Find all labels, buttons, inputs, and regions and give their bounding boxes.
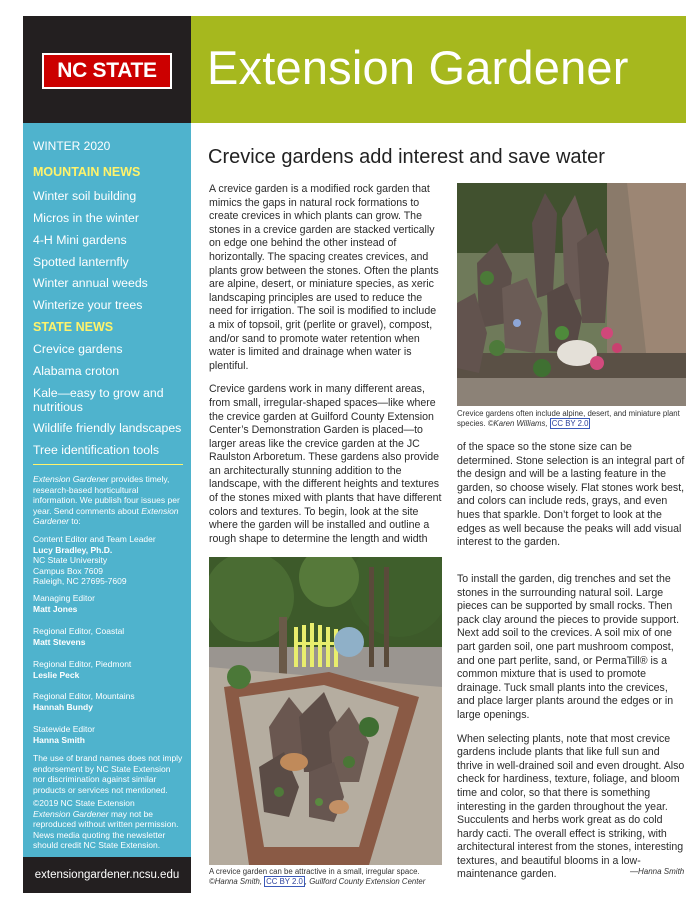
website-url: extensiongardener.ncsu.edu (34, 869, 180, 881)
sidebar-item-lanternfly[interactable]: Spotted lanternfly (33, 255, 129, 269)
nc-state-logo[interactable] (42, 53, 172, 89)
paragraph: Crevice gardens work in many different areas, from small, irregular-shaped spaces—like where the crevice garden at Guilford County Extension Center’s Demonstration Garden is placed—to larger areas like the crevice garden at the JC Raulston Arboretum. These gardens also provide an architecturally stunning addition to the landscape, with the different heights and textures of the stones mixed with plants that have different colors and textures. To begin, look at the site where the garden will be installed and outline a rough shape to determine the length and width (209, 383, 442, 545)
sidebar-divider (33, 464, 183, 465)
sidebar-item-tree-id[interactable]: Tree identification tools (33, 443, 159, 457)
sidebar-item-winter-soil[interactable]: Winter soil building (33, 189, 137, 203)
masthead (191, 16, 686, 123)
website-link[interactable] (23, 857, 191, 893)
issue-label: WINTER 2020 (33, 139, 111, 153)
editor-mountains: Regional Editor, Mountains Hannah Bundy (33, 691, 135, 712)
sidebar-item-4h-gardens[interactable]: 4-H Mini gardens (33, 233, 127, 247)
license-link[interactable]: CC BY 2.0 (551, 419, 589, 428)
editor-piedmont: Regional Editor, Piedmont Leslie Peck (33, 659, 132, 680)
state-news-heading: STATE NEWS (33, 320, 114, 334)
article-column-2-top (457, 441, 686, 560)
sidebar-item-wildlife[interactable]: Wildlife friendly landscapes (33, 421, 182, 435)
sidebar-item-micros[interactable]: Micros in the winter (33, 211, 139, 225)
editor-content: Content Editor and Team Leader Lucy Bradley, Ph.D. NC State University Campus Box 7609 Raleigh, NC 27695-7609 (33, 534, 156, 586)
sidebar-item-alabama-croton[interactable]: Alabama croton (33, 364, 120, 378)
paragraph: of the space so the stone size can be determined. Stone selection is an integral part of the design and will be a lasting feature in the garden, so choose wisely. Flat stones work best, and colors can include reds, grays, and even hues that sparkle. Don’t forget to look at the edges as well because the peaks will add visual interest to the garden. (457, 441, 685, 549)
crevice-garden-photo-1 (457, 183, 686, 406)
publication-title: Extension Gardener (207, 41, 629, 94)
editor-coastal: Regional Editor, Coastal Matt Stevens (33, 626, 125, 647)
license-link[interactable]: CC BY 2.0 (266, 877, 303, 886)
sidebar-item-crevice-gardens[interactable]: Crevice gardens (33, 342, 123, 356)
article-author: —Hanna Smith (630, 867, 685, 876)
article-column-2 (457, 573, 686, 892)
sidebar-item-winterize-trees[interactable]: Winterize your trees (33, 298, 143, 312)
about-text: Extension Gardener provides timely, research-based horticultural information. We publish four issues per year. Send comments about Extension Gardener to: (33, 474, 180, 526)
article-column-1 (209, 183, 442, 556)
sidebar-item-annual-weeds[interactable]: Winter annual weeds (33, 276, 148, 290)
paragraph: To install the garden, dig trenches and set the stones in the surrounding natural soil. Large pieces can be supported by small rocks. Then pack clay around the pieces to provide support. Next add soil to the crevices. A soil mix of one part garden soil, one part mushroom compost, and one part perlite, sand, or PermaTill® is a common mixture that is used to promote drainage. Tuck small plants into the crevices, and place larger plants around the edges or in large openings. (457, 573, 680, 721)
logo-text: NC STATE (57, 59, 157, 82)
paragraph: A crevice garden is a modified rock garden that mimics the gaps in natural rock formations to create crevices in which plants can grow. The stones in a crevice garden are stacked vertically on edge one behind the other instead of horizontally. The spacing creates crevices, and plants grow between the stones. Often the plants are alpine, desert, or miniature species, as xeric landscaping principles are used to reduce the need for irrigation. The soil is modified to include a mix of topsoil, grit (perlite or gravel), compost, and/or sand to promote water retention when water is limited and drainage when water is plentiful. (209, 183, 439, 372)
logo-block (23, 16, 191, 123)
photo-2-caption: A crevice garden can be attractive in a small, irregular space. ©Hanna Smith, CC BY 2.0 , Guilford County Extension Center (209, 867, 426, 886)
editor-statewide: Statewide Editor Hanna Smith (33, 724, 95, 745)
editor-managing: Managing Editor Matt Jones (33, 593, 95, 614)
sidebar-item-kale[interactable]: Kale—easy to grow and nutritious (33, 386, 164, 414)
article-headline: Crevice gardens add interest and save water (208, 146, 605, 168)
photo-1-caption: Crevice gardens often include alpine, desert, and miniature plant species. ©Karen Williams, CC BY 2.0 (457, 409, 680, 428)
sidebar (23, 123, 191, 893)
crevice-garden-photo-2 (209, 557, 442, 865)
paragraph: When selecting plants, note that most crevice gardens include plants that like full sun and thrive in well-drained soil and even drought. Also check for hardiness, texture, foliage, and bloom time and color, so that there is something interesting in the garden throughout the year. Succulents and herbs work great as do cold hardy cacti. The overall effect is striking, with architectural interest from the stones, interesting textures, and beautiful blooms in a low-maintenance garden. (457, 732, 685, 881)
copyright: ©2019 NC State Extension Extension Gardener may not be reproduced without written permission. News media quoting the newsletter should credit NC State Extension. (33, 798, 179, 850)
disclaimer: The use of brand names does not imply endorsement by NC State Extension nor discrimination against similar products or services not mentioned. (33, 753, 183, 795)
mountain-news-heading: MOUNTAIN NEWS (33, 165, 141, 179)
